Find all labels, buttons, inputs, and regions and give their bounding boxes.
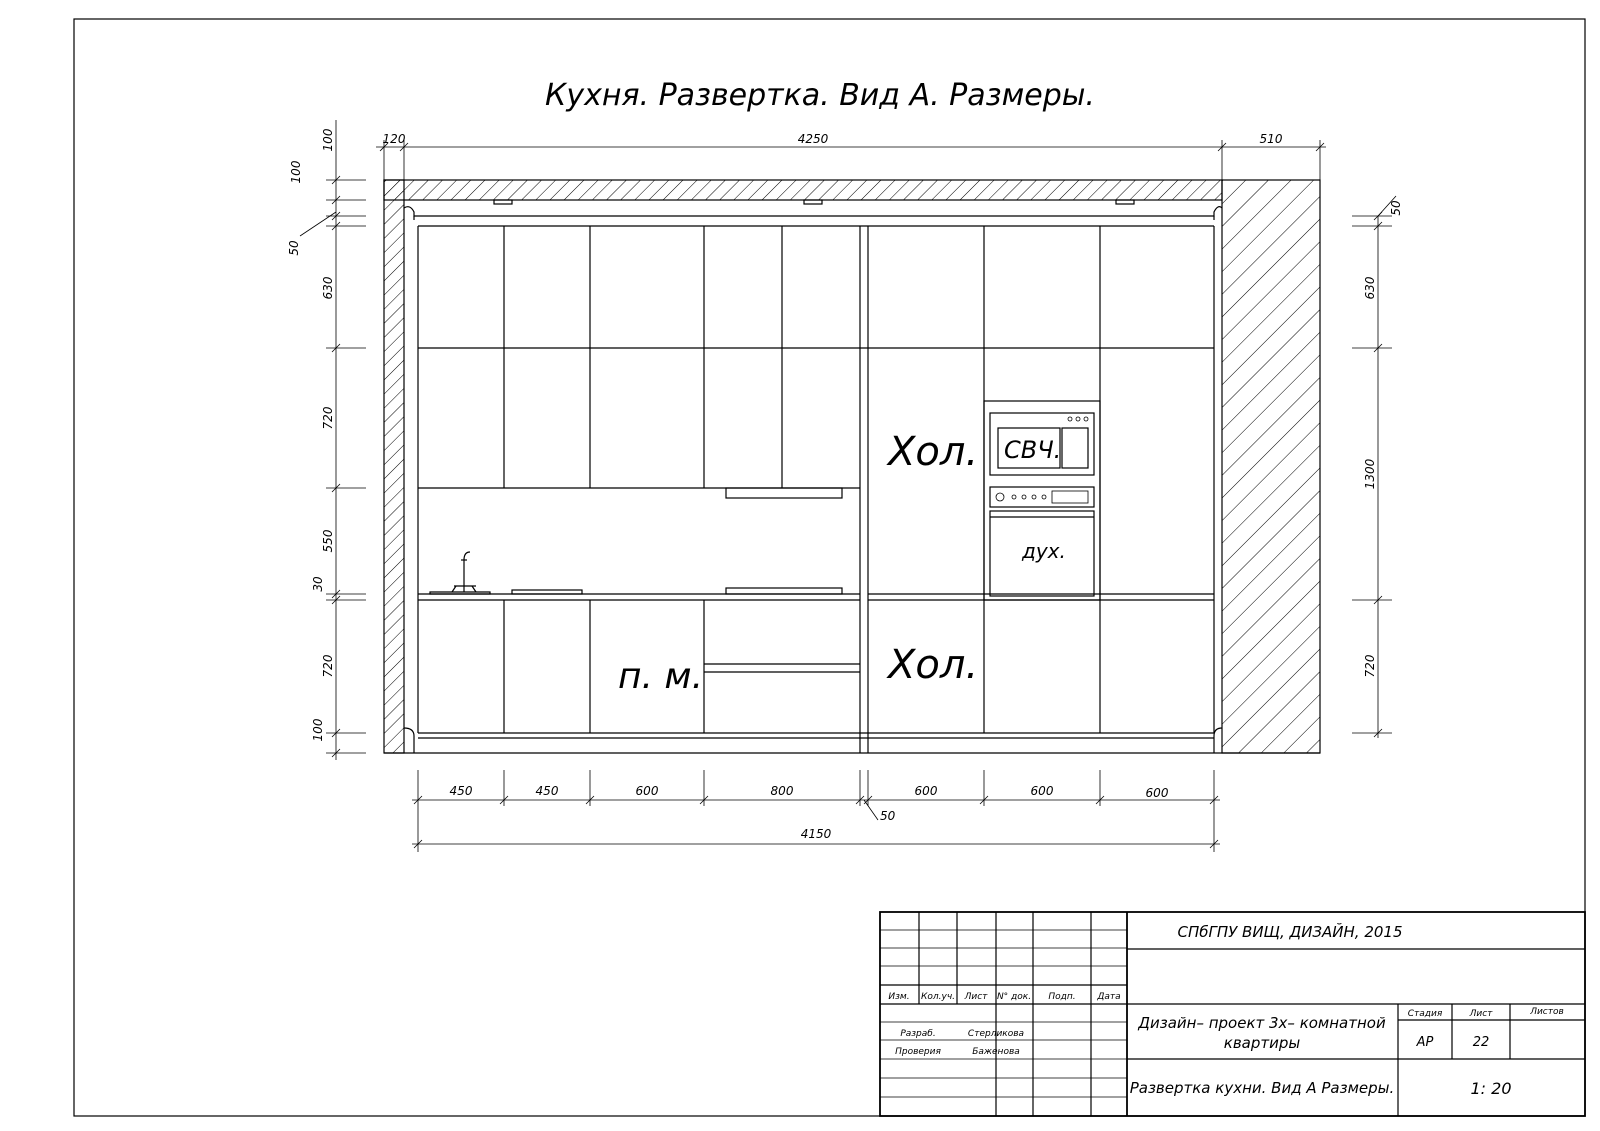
tb-prover-name: Баженова xyxy=(972,1047,1020,1057)
tb-h-kol: Кол.уч. xyxy=(920,992,956,1002)
dim-bottom-2: 450 xyxy=(535,784,559,798)
tb-h-doc: N° док. xyxy=(996,992,1032,1002)
tb-h-list: Лист xyxy=(964,992,988,1002)
dim-bottom-1: 450 xyxy=(449,784,473,798)
dim-left-100b: 100 xyxy=(289,160,303,184)
dim-left-100a: 100 xyxy=(321,128,335,152)
dim-right-720: 720 xyxy=(1363,654,1377,678)
tb-project-2: квартиры xyxy=(1223,1034,1301,1052)
dim-right-630: 630 xyxy=(1363,276,1377,300)
dim-left-720a: 720 xyxy=(321,406,335,430)
tb-project: Дизайн– проект 3х– комнатной xyxy=(1138,1014,1386,1032)
tb-organization: СПбГПУ ВИЩ, ДИЗАЙН, 2015 xyxy=(1177,923,1403,941)
dim-left-50: 50 xyxy=(287,240,301,256)
dim-left-720b: 720 xyxy=(321,654,335,678)
tb-razrab-name: Стерликова xyxy=(967,1029,1025,1039)
dim-left-630: 630 xyxy=(321,276,335,300)
dim-bottom-4: 800 xyxy=(770,784,794,798)
drawing-title: Кухня. Развертка. Вид А. Размеры. xyxy=(545,78,1095,113)
dim-right-wall: 510 xyxy=(1259,132,1283,146)
microwave-label: СВЧ. xyxy=(1004,436,1062,464)
tb-prover: Проверия xyxy=(895,1047,941,1057)
tb-h-list2: Лист xyxy=(1469,1009,1493,1019)
tb-sheet-title: Развертка кухни. Вид А Размеры. xyxy=(1129,1079,1395,1097)
fridge-lower-label: Хол. xyxy=(888,642,979,688)
dim-right-1300: 1300 xyxy=(1363,458,1377,490)
dim-left-wall: 120 xyxy=(382,132,406,146)
tb-scale: 1: 20 xyxy=(1470,1079,1512,1098)
walls xyxy=(384,180,1320,753)
top-dimensions xyxy=(376,140,1326,180)
dim-bottom-3: 600 xyxy=(635,784,659,798)
fridge-upper-label: Хол. xyxy=(888,429,979,475)
dim-right-50: 50 xyxy=(1389,200,1403,216)
tb-h-data: Дата xyxy=(1097,992,1121,1002)
dim-bottom-gap: 50 xyxy=(880,809,896,823)
dim-bottom-7: 600 xyxy=(1145,786,1169,800)
dim-left-550: 550 xyxy=(321,529,335,553)
dim-bottom-6: 600 xyxy=(1030,784,1054,798)
tb-razrab: Разраб. xyxy=(900,1029,936,1039)
tb-h-izm: Изм. xyxy=(888,992,910,1002)
dim-overall-width: 4250 xyxy=(797,132,829,146)
tb-h-podp: Подп. xyxy=(1048,992,1076,1002)
dim-left-30: 30 xyxy=(311,576,325,592)
tb-h-listov: Листов xyxy=(1530,1007,1564,1017)
tb-h-stadia: Стадия xyxy=(1407,1009,1443,1019)
dim-left-100c: 100 xyxy=(311,718,325,742)
tb-v-list: 22 xyxy=(1472,1035,1490,1050)
tb-v-stadia: АР xyxy=(1416,1035,1434,1050)
dim-bottom-5: 600 xyxy=(914,784,938,798)
dim-bottom-total: 4150 xyxy=(800,827,832,841)
washer-label: п. м. xyxy=(618,656,704,697)
oven-label: дух. xyxy=(1022,539,1066,563)
kitchen-cabinets xyxy=(418,226,1214,753)
